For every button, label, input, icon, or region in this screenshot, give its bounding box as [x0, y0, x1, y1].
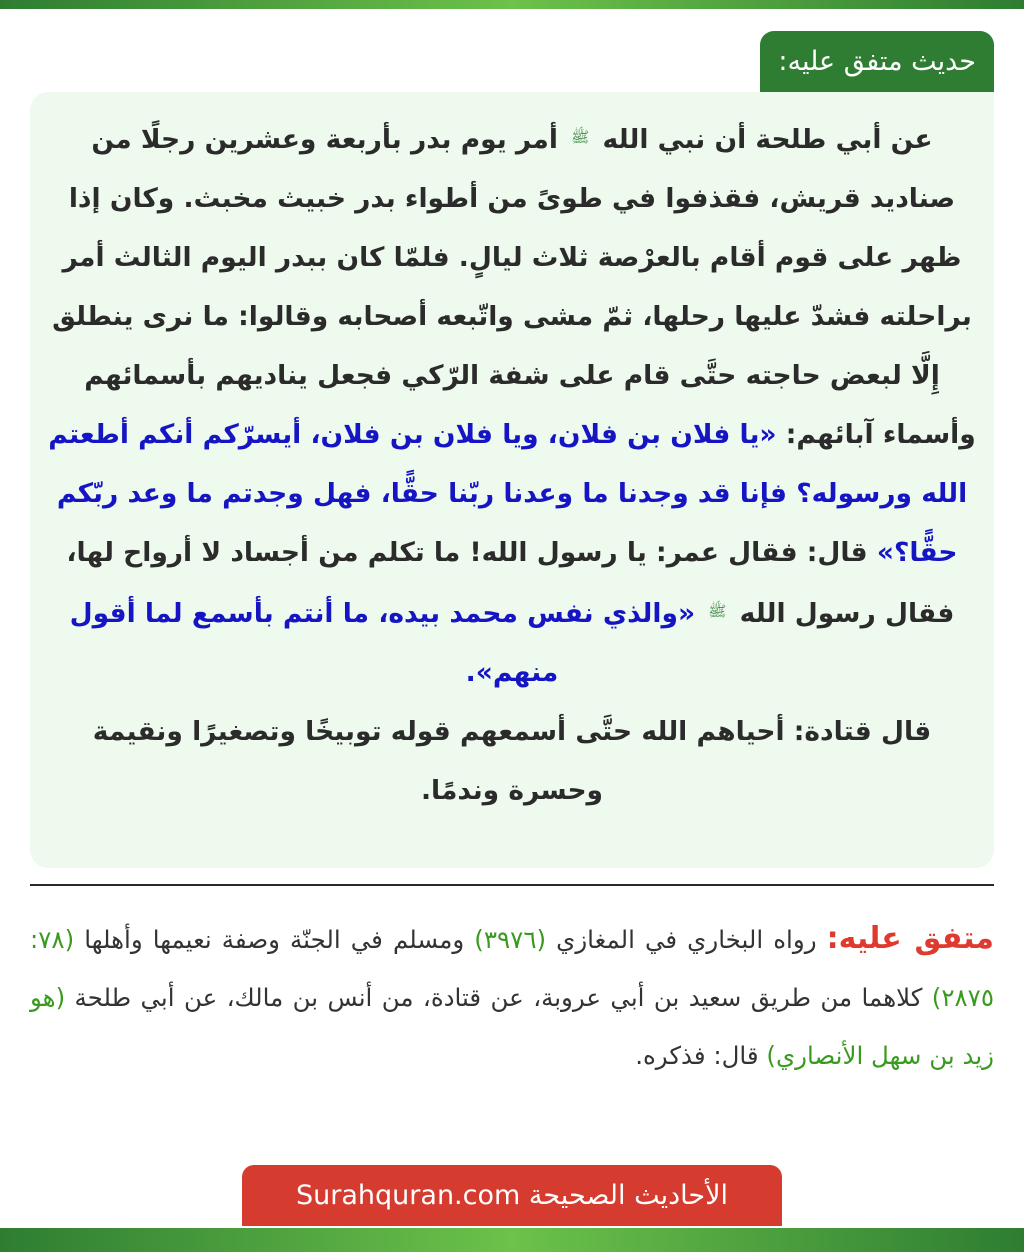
top-green-bar	[0, 0, 1024, 9]
takhrij-text-4: قال: فذكره.	[635, 1041, 759, 1070]
qatada-comment: قال قتادة: أحياهم الله حتَّى أسمعهم قوله توبيخًا وتصغيرًا ونقيمة وحسرة وندمًا.	[92, 716, 932, 806]
takhrij-label: متفق عليه:	[826, 921, 994, 956]
muslim-reference: (٧٨: ٢٨٧٥)	[30, 925, 994, 1012]
hadith-title-tab	[760, 31, 994, 92]
takhrij-text-3: كلاهما من طريق سعيد بن أبي عروبة، عن قتادة، من أنس بن مالك، عن أبي طلحة	[74, 983, 923, 1012]
bottom-green-bar	[0, 1228, 1024, 1252]
salawat-symbol: ﷺ	[571, 128, 590, 146]
hadith-text-part-1: عن أبي طلحة أن نبي الله	[602, 124, 933, 155]
narrator-note: (هو زيد بن سهل الأنصاري)	[30, 983, 994, 1070]
site-badge-label: الأحاديث الصحيحة Surahquran.com	[296, 1180, 728, 1211]
prophet-quote-2: «والذي نفس محمد بيده، ما أنتم بأسمع لما أقول منهم».	[69, 598, 696, 688]
takhrij-text-1: رواه البخاري في المغازي	[556, 925, 817, 954]
takhrij-paragraph	[30, 910, 994, 1085]
hadith-text-part-2: أمر يوم بدر بأربعة وعشرين رجلًا من صناديد قريش، فقذفوا في طوىً من أطواء بدر خبيث مخبث. وكان إذا ظهر على قوم أقام بالعرْصة ثلاث ليالٍ. فلمّا كان ببدر اليوم الثالث أمر براحلته فشدّ عليها رحلها، ثمّ مشى واتّبعه أصحابه وقالوا: ما نرى ينطلق إِلَّا لبعض حاجته حتَّى قام على شفة الرّكي فجعل يناديهم بأسمائهم وأسماء آبائهم:	[52, 124, 976, 450]
takhrij-text-2: ومسلم في الجنّة وصفة نعيمها وأهلها	[84, 925, 465, 954]
salawat-symbol-2: ﷺ	[708, 602, 727, 620]
hadith-title: حديث متفق عليه:	[778, 46, 976, 77]
hadith-text-box	[30, 92, 994, 868]
bukhari-reference: (٣٩٧٦)	[474, 925, 547, 954]
section-divider	[30, 884, 994, 886]
site-badge	[242, 1165, 782, 1226]
prophet-quote-1: «يا فلان بن فلان، ويا فلان بن فلان، أيسرّكم أنكم أطعتم الله ورسوله؟ فإنا قد وجدنا ما وعدنا ربّنا حقًّا، فهل وجدتم ما وعد ربّكم حقًّا؟»	[48, 419, 968, 568]
hadith-text-part-3: قال: فقال عمر: يا رسول الله! ما تكلم من أجساد لا أرواح لها، فقال رسول الله	[66, 537, 955, 629]
